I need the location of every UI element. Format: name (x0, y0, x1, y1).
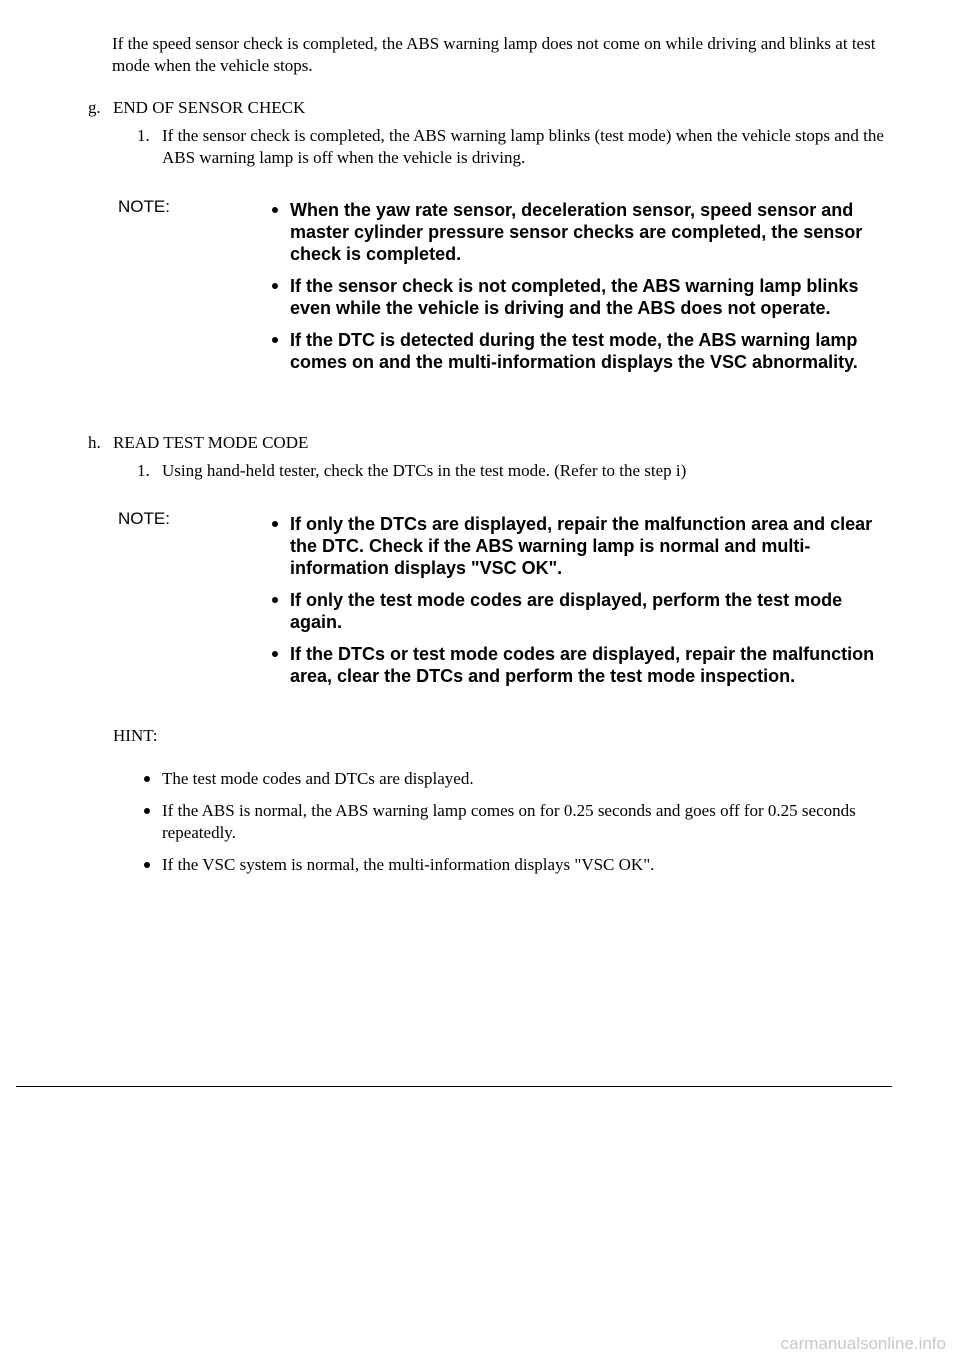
section-g-marker: g. (88, 98, 101, 117)
bullet-icon (144, 862, 150, 868)
hint-item: The test mode codes and DTCs are displayed. (142, 768, 862, 790)
note-item: If the sensor check is not completed, the ABS warning lamp blinks even while the vehicle is driving and the ABS does not operate. (270, 275, 885, 319)
note-item: When the yaw rate sensor, deceleration sensor, speed sensor and master cylinder pressure sensor checks are completed, the sensor check is completed. (270, 199, 885, 265)
note-list-h (270, 513, 885, 697)
section-h-step-text: Using hand-held tester, check the DTCs in the test mode. (Refer to the step i) (162, 461, 687, 480)
hint-item: If the ABS is normal, the ABS warning lamp comes on for 0.25 seconds and goes off for 0.25 seconds repeatedly. (142, 800, 862, 844)
bullet-icon (144, 808, 150, 814)
section-g-step-number: 1. (137, 126, 150, 145)
section-g-step-text: If the sensor check is completed, the ABS warning lamp blinks (test mode) when the vehicle stops and the ABS warning lamp is off when the vehicle is driving. (162, 126, 884, 167)
hint-label: HINT: (113, 726, 158, 745)
note-label: NOTE: (118, 197, 170, 216)
horizontal-divider (16, 1086, 892, 1087)
section-h-title: READ TEST MODE CODE (113, 433, 309, 452)
bullet-icon (272, 521, 278, 527)
watermark: carmanualsonline.info (780, 1334, 946, 1353)
intro-paragraph: If the speed sensor check is completed, the ABS warning lamp does not come on while driving and blinks at test mode when the vehicle stops. (112, 34, 876, 75)
section-h-marker: h. (88, 433, 101, 452)
bullet-icon (272, 283, 278, 289)
note-list-g (270, 199, 885, 383)
note-item: If only the test mode codes are displayed, perform the test mode again. (270, 589, 885, 633)
section-h-step-number: 1. (137, 461, 150, 480)
bullet-icon (272, 651, 278, 657)
hint-list (142, 768, 862, 886)
section-g-title: END OF SENSOR CHECK (113, 98, 306, 117)
bullet-icon (272, 207, 278, 213)
bullet-icon (272, 337, 278, 343)
bullet-icon (272, 597, 278, 603)
note-label: NOTE: (118, 509, 170, 528)
hint-item: If the VSC system is normal, the multi-information displays "VSC OK". (142, 854, 862, 876)
note-item: If the DTCs or test mode codes are displayed, repair the malfunction area, clear the DTCs and perform the test mode inspection. (270, 643, 885, 687)
bullet-icon (144, 776, 150, 782)
note-item: If only the DTCs are displayed, repair the malfunction area and clear the DTC. Check if the ABS warning lamp is normal and multi-information displays "VSC OK". (270, 513, 885, 579)
note-item: If the DTC is detected during the test mode, the ABS warning lamp comes on and the multi-information displays the VSC abnormality. (270, 329, 885, 373)
